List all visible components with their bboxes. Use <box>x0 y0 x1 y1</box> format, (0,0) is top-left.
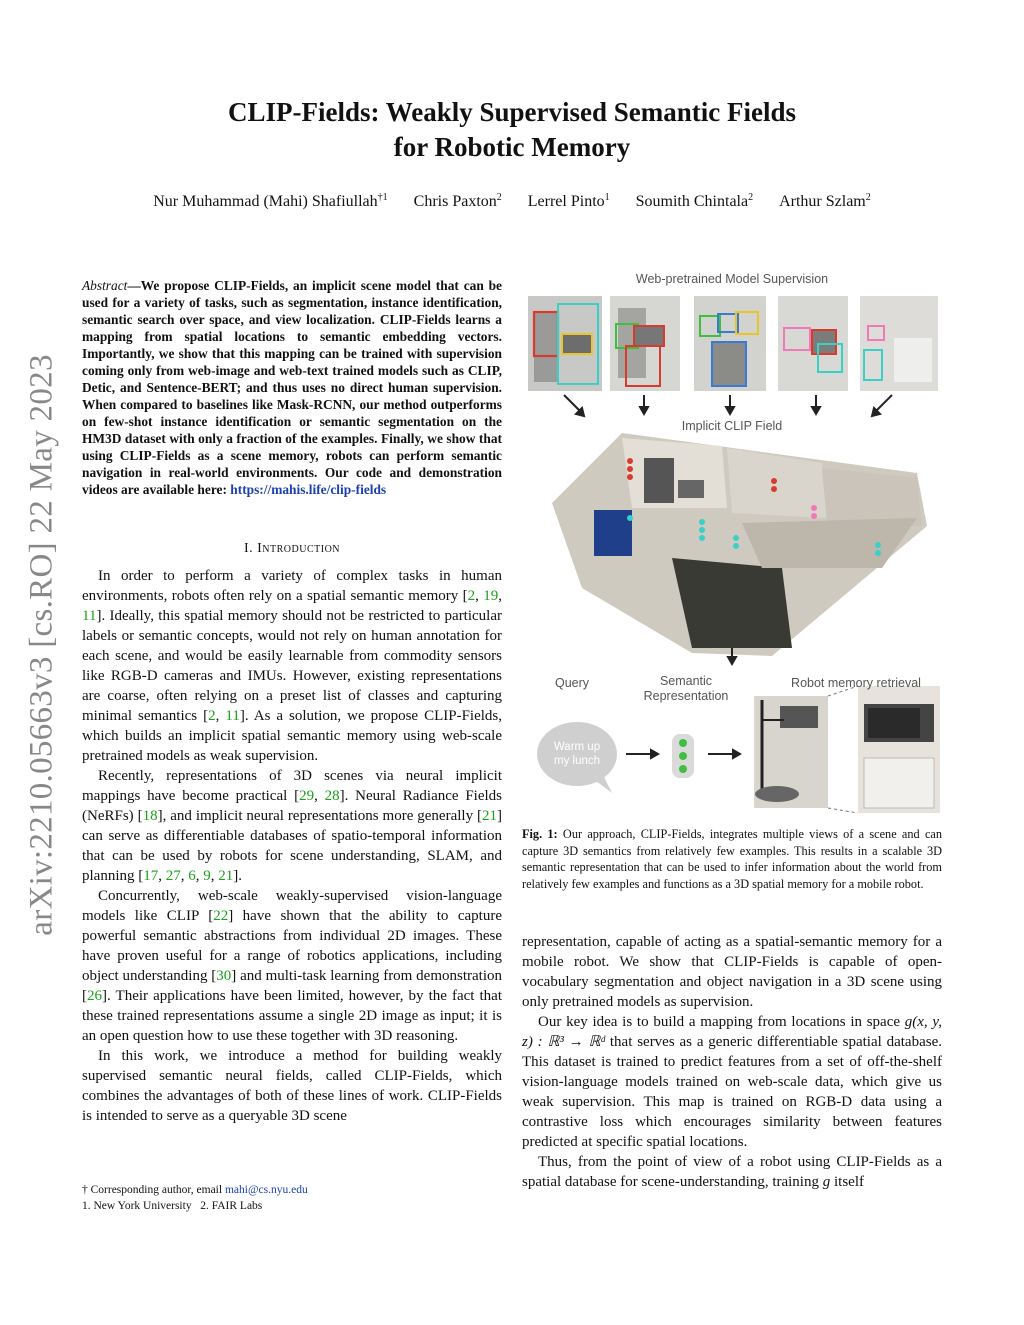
citation[interactable]: 27 <box>165 868 181 884</box>
paragraph: In this work, we introduce a method for building weakly supervised semantic neural fields, called CLIP-Fields, which combines the advantages of both of these lines of work. CLIP-Fields is intended to serve as a queryable 3D scene <box>82 1048 502 1124</box>
figure-label-implicit-field: Implicit CLIP Field <box>681 419 783 433</box>
citation[interactable]: 9 <box>203 868 211 884</box>
paragraph: Concurrently, web-scale weakly-supervised vision-language models like CLIP [22] have shown that the ability to capture powerful semantic abstractions from individual 2D images. These have proven useful for a range of robotics applications, including object understanding [30] and multi-task learning from demonstration [26]. Their applications have been limited, however, by the fact that these trained representations assume a single 2D image as input; it is an open question how to use these together with 3D reasoning. <box>82 888 502 1044</box>
query-text: Warm up my lunch <box>553 741 601 767</box>
paragraph: Recently, representations of 3D scenes via neural implicit mappings have become practical [29, 28]. Neural Radiance Fields (NeRFs) [18], and implicit neural representations more generally [21] can serve as differentiable databases of spatio-temporal information that can be used by robots for scene understanding, SLAM, and planning [17, 27, 6, 9, 21]. <box>82 768 503 884</box>
author: Arthur Szlam$^2$ <box>779 192 871 210</box>
citation[interactable]: 2 <box>208 708 216 724</box>
view-image <box>860 296 938 391</box>
paragraph: Thus, from the point of view of a robot using CLIP-Fields as a spatial database for scene-understanding, training g itself <box>522 1154 942 1190</box>
title-line-2: for Robotic Memory <box>393 132 631 162</box>
citation[interactable]: 21 <box>482 808 497 824</box>
figure-graphic <box>522 268 942 818</box>
citation[interactable]: 26 <box>87 988 102 1004</box>
author-list <box>60 192 964 211</box>
flow-arrows <box>564 395 892 416</box>
figure-label-query: Query <box>554 676 590 690</box>
math-expression: g(x, y, z) : ℝ³ → ℝᵈ <box>522 1014 943 1050</box>
citation[interactable]: 17 <box>143 868 159 884</box>
author: Chris Paxton$^2$ <box>413 192 502 210</box>
citation[interactable]: 11 <box>82 608 97 624</box>
arxiv-sidebar <box>18 340 66 950</box>
view-image <box>528 296 602 391</box>
figure-1 <box>522 268 942 818</box>
corresponding-author-note: † Corresponding author, email mahi@cs.nyu.edu <box>82 1184 308 1196</box>
robot-photo <box>754 696 828 808</box>
author: Nur Muhammad (Mahi) Shafiullah$^{\dagger 1}$ <box>153 192 388 210</box>
footnotes <box>82 1182 502 1214</box>
abstract <box>82 277 502 498</box>
project-link[interactable]: https://mahis.life/clip-fields <box>230 482 387 497</box>
section-heading: I. Introduction <box>243 541 341 556</box>
paper-title <box>150 95 874 165</box>
view-image <box>778 296 848 391</box>
view-image <box>610 296 680 391</box>
citation[interactable]: 21 <box>218 868 234 884</box>
citation[interactable]: 2 <box>467 588 476 604</box>
paragraph: representation, capable of acting as a spatial-semantic memory for a mobile robot. We show that CLIP-Fields is capable of open-vocabulary segmentation and object navigation in a 3D scene using only pretrained models as supervision. <box>522 934 942 1010</box>
citation[interactable]: 29 <box>299 788 315 804</box>
caption-label: Fig. 1: <box>522 827 558 841</box>
citation[interactable]: 22 <box>213 908 229 924</box>
figure-caption <box>522 826 942 892</box>
citation[interactable]: 6 <box>188 868 196 884</box>
arxiv-id: arXiv:2210.05663v3 [cs.RO] 22 May 2023 <box>23 354 60 936</box>
introduction-body <box>82 566 502 1126</box>
paragraph: Our key idea is to build a mapping from locations in space g(x, y, z) : ℝ³ → ℝᵈ that serves as a generic differentiable spatial database. This dataset is trained to predict features from a set of off-the-shelf vision-language models trained on web-scale data, which give us weak supervision. This map is trained on RGB-D data using a contrastive loss which encourages similarity between features predicted at specific spatial locations. <box>522 1014 943 1150</box>
figure-label-semantic: Semantic Representation <box>643 674 729 703</box>
retrieval-photo <box>858 686 940 813</box>
math-symbol: g <box>822 1174 831 1190</box>
title-line-1: CLIP-Fields: Weakly Supervised Semantic Fields <box>227 97 797 127</box>
point-cloud <box>552 433 927 656</box>
abstract-text: —We propose CLIP-Fields, an implicit scene model that can be used for a variety of tasks, such as segmentation, instance identification, semantic search over space, and view localization. CLIP-Fields learns a mapping from spatial locations to semantic embedding vectors. Importantly, we show that this mapping can be trained with supervision coming only from web-image and web-text trained models such as CLIP, Detic, and Sentence-BERT; and thus uses no direct human supervision. When compared to baselines like Mask-RCNN, our method outperforms on few-shot instance identification or semantic segmentation on the HM3D dataset with only a fraction of the examples. Finally, we show that using CLIP-Fields as a scene memory, robots can perform semantic navigation in real-world environments. Our code and demonstration videos are available here: <box>82 278 502 497</box>
figure-label-supervision: Web-pretrained Model Supervision <box>635 272 829 286</box>
view-image <box>694 296 766 391</box>
author: Lerrel Pinto$^1$ <box>527 192 610 210</box>
right-column-body <box>522 932 942 1192</box>
citation[interactable]: 18 <box>142 808 158 824</box>
abstract-label: Abstract <box>82 278 128 293</box>
caption-text: Our approach, CLIP-Fields, integrates multiple views of a scene and can capture 3D semantics from relatively few examples. This results in a scalable 3D semantic representation that can be used to infer information about the world from relatively few examples and functions as a 3D spatial memory for a mobile robot. <box>522 827 943 891</box>
zoom-line <box>828 808 858 813</box>
figure-label-retrieval: Robot memory retrieval <box>791 676 921 690</box>
citation[interactable]: 30 <box>216 968 232 984</box>
email-link[interactable]: mahi@cs.nyu.edu <box>224 1184 308 1196</box>
author: Soumith Chintala$^2$ <box>635 192 754 210</box>
citation[interactable]: 19 <box>483 588 499 604</box>
affiliations: 1. New York University 2. FAIR Labs <box>82 1200 263 1212</box>
semantic-vector <box>672 734 694 778</box>
section-title: Introduction <box>257 541 341 556</box>
paragraph: In order to perform a variety of complex tasks in human environments, robots often rely on a spatial semantic memory [2, 19, 11]. Ideally, this spatial memory should not be restricted to particular labels or semantic concepts, would not rely on human annotation for each scene, and would be easily learnable from commodity sensors like RGB-D cameras and IMUs. However, existing representations are coarse, often relying on a preset list of classes and capturing minimal semantics [2, 11]. As a solution, we propose CLIP-Fields, which builds an implicit spatial semantic memory using web-scale pretrained models as weak supervision. <box>82 568 503 764</box>
citation[interactable]: 11 <box>225 708 240 724</box>
citation[interactable]: 28 <box>324 788 340 804</box>
